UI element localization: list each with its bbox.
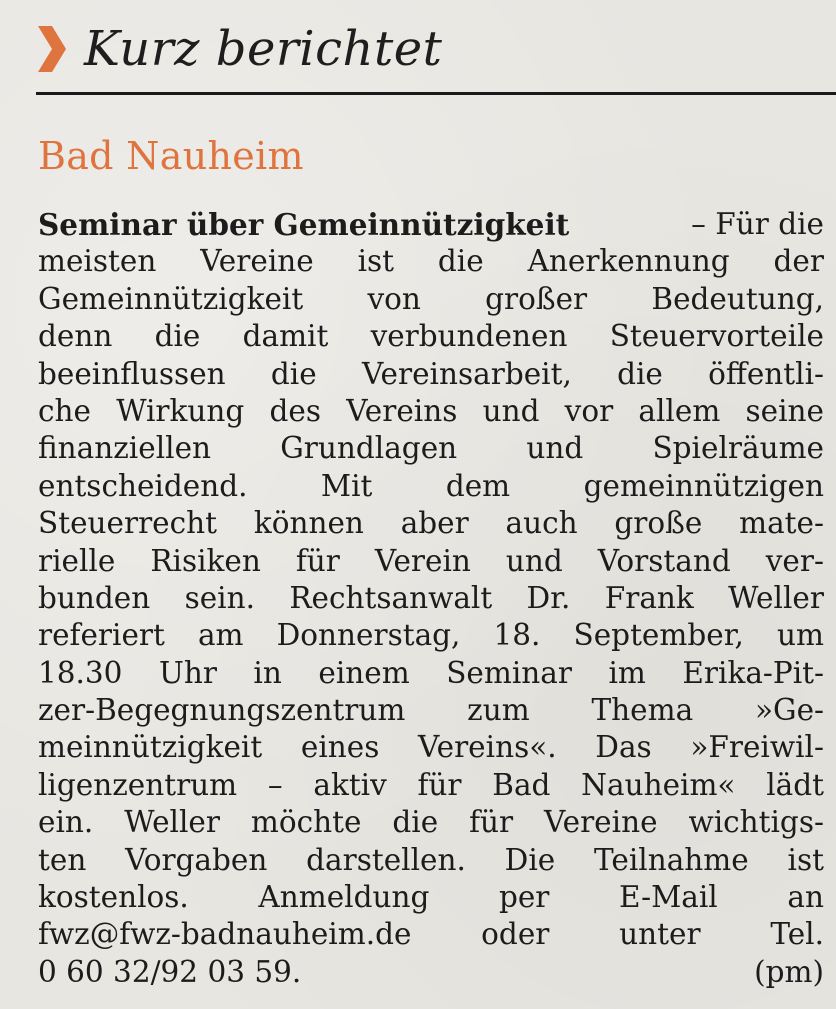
section-title: Kurz berichtet: [84, 21, 443, 77]
article-word: öffentli-: [708, 356, 824, 391]
article-word: Das: [595, 730, 652, 765]
article-word: Weller: [124, 805, 220, 840]
article-word: Tel.: [770, 917, 824, 952]
article-word: per: [498, 880, 550, 915]
article-word: Vereinsarbeit,: [361, 356, 572, 391]
article-word: an: [787, 880, 824, 915]
article-word: meisten: [38, 244, 157, 279]
article-headline: Seminar über Gemeinnützigkeit: [38, 207, 570, 242]
article-word: aktiv: [313, 767, 387, 802]
article-word: in: [253, 655, 282, 690]
article-word: können: [253, 506, 364, 541]
article-word: zum: [467, 693, 530, 728]
article-word: große: [614, 506, 703, 541]
article-word: oder: [481, 917, 550, 952]
article-word: Grundlagen: [280, 431, 458, 466]
article-word: Risiken: [150, 543, 261, 578]
article-word: ver-: [765, 543, 824, 578]
section-header: [34, 14, 442, 84]
article-word: mate-: [739, 506, 824, 541]
article-word: Erika-Pit-: [682, 655, 824, 690]
article-word: aber: [400, 506, 469, 541]
article-line: [38, 916, 824, 953]
article-word: für: [295, 543, 340, 578]
article-word: am: [197, 618, 244, 653]
article-word: die: [392, 805, 439, 840]
article-line: [38, 243, 824, 280]
article-word: dem: [445, 468, 511, 503]
article-word: Wirkung: [116, 393, 245, 428]
article-word: 18.: [493, 618, 541, 653]
article-word: 0 60 32/92 03 59.: [38, 954, 302, 989]
article-line: [38, 505, 824, 542]
article-line: [38, 804, 824, 841]
article-word: zer-Begegnungszentrum: [38, 693, 406, 728]
article-word: Seminar: [446, 655, 572, 690]
article-word: allem: [638, 393, 721, 428]
article-word: lädt: [766, 767, 824, 802]
article-word: die: [154, 319, 201, 354]
article-word: finanziellen: [38, 431, 212, 466]
article-word: Nauheim«: [581, 767, 736, 802]
chevron-right-icon: [34, 24, 68, 74]
article-word: Die: [504, 842, 556, 877]
article-line: [38, 543, 824, 580]
article-word: entscheidend.: [38, 468, 248, 503]
article-line: [38, 692, 824, 729]
article-word: Anerkennung: [527, 244, 730, 279]
article-word: die: [617, 356, 663, 391]
article-word: des: [269, 393, 321, 428]
article-word: und: [482, 393, 540, 428]
article-word: und: [505, 543, 563, 578]
article-word: ten: [38, 842, 87, 877]
article-word: einem: [318, 655, 410, 690]
article-line: [38, 729, 824, 766]
article-word: Weller: [728, 580, 824, 615]
article-word: vor: [564, 393, 614, 428]
article-word: die: [270, 356, 317, 391]
article-word: Donnerstag,: [276, 618, 461, 653]
article-line: [38, 468, 824, 505]
article-word: Bad: [492, 767, 551, 802]
article-word: Steuervorteile: [609, 319, 824, 354]
article-word: von: [367, 281, 421, 316]
article-word: Mit: [320, 468, 373, 503]
section-divider: [36, 92, 836, 95]
article-word: Frank: [604, 580, 694, 615]
article-word: ist: [787, 842, 824, 877]
article-body: [38, 206, 824, 991]
article-word: 18.30: [38, 655, 123, 690]
article-word: Vereine: [544, 805, 658, 840]
article-line: [38, 655, 824, 692]
article-word: verbundenen: [370, 319, 568, 354]
article-word: »Freiwil-: [690, 730, 824, 765]
article-word: im: [608, 655, 646, 690]
article-word: Vereins«.: [418, 730, 557, 765]
article-word: Rechtsanwalt: [289, 580, 493, 615]
article-word: um: [777, 618, 824, 653]
article-word: che: [38, 393, 91, 428]
article-word: Gemeinnützigkeit: [38, 281, 304, 316]
article-line: [38, 879, 824, 916]
article-line: [38, 842, 824, 879]
article-line: [38, 206, 824, 243]
article-word: und: [526, 431, 584, 466]
article-line: [38, 954, 824, 991]
article-word: darstellen.: [306, 842, 466, 877]
article-line: [38, 767, 824, 804]
article-word: beeinflussen: [38, 356, 226, 391]
article-word: möchte: [250, 805, 362, 840]
article-line: [38, 281, 824, 318]
article-line: [38, 356, 824, 393]
article-word: Vereine: [200, 244, 314, 279]
article-word: Teilnahme: [594, 842, 749, 877]
article-word: bunden: [38, 580, 151, 615]
article-word: Uhr: [158, 655, 217, 690]
article-word: Bedeutung,: [651, 281, 824, 316]
article-word: auch: [505, 506, 578, 541]
article-word: Anmeldung: [258, 880, 430, 915]
article-word: ein.: [38, 805, 94, 840]
article-word: für: [469, 805, 514, 840]
article-word: Vereins: [346, 393, 458, 428]
article-word: seine: [745, 393, 824, 428]
article-word: sein.: [184, 580, 255, 615]
article-word: Vorstand: [597, 543, 731, 578]
article-word: damit: [242, 319, 329, 354]
article-word: Dr.: [526, 580, 571, 615]
article-word: für: [417, 767, 462, 802]
article-word: wichtigs-: [688, 805, 824, 840]
article-word: der: [773, 244, 824, 279]
article-line: [38, 617, 824, 654]
article-word: großer: [485, 281, 588, 316]
article-word: unter: [619, 917, 701, 952]
article-word: die: [437, 244, 484, 279]
article-word: meinnützigkeit: [38, 730, 263, 765]
article-word: Verein: [374, 543, 471, 578]
article-word: »Ge-: [754, 693, 824, 728]
article-word: ligenzentrum: [38, 767, 238, 802]
article-word: September,: [573, 618, 744, 653]
article-line: [38, 430, 824, 467]
article-word: E-Mail: [619, 880, 718, 915]
article-word: ist: [357, 244, 395, 279]
article-word: kostenlos.: [38, 880, 189, 915]
article-word: Vorgaben: [125, 842, 268, 877]
article-word: gemeinnützigen: [583, 468, 824, 503]
article-line: [38, 580, 824, 617]
article-word: eines: [300, 730, 380, 765]
article-word: (pm): [754, 954, 824, 989]
article-line: [38, 393, 824, 430]
article-word: – Für die: [691, 207, 824, 241]
article-word: Steuerrecht: [38, 506, 218, 541]
location-label: Bad Nauheim: [38, 134, 304, 178]
article-word: Spielräume: [652, 431, 824, 466]
article-word: Thema: [591, 693, 694, 728]
article-word: –: [267, 767, 283, 802]
article-word: fwz@fwz-badnauheim.de: [38, 917, 412, 952]
article-word: denn: [38, 319, 113, 354]
article-line: [38, 318, 824, 355]
article-word: rielle: [38, 543, 116, 578]
article-word: referiert: [38, 618, 165, 653]
